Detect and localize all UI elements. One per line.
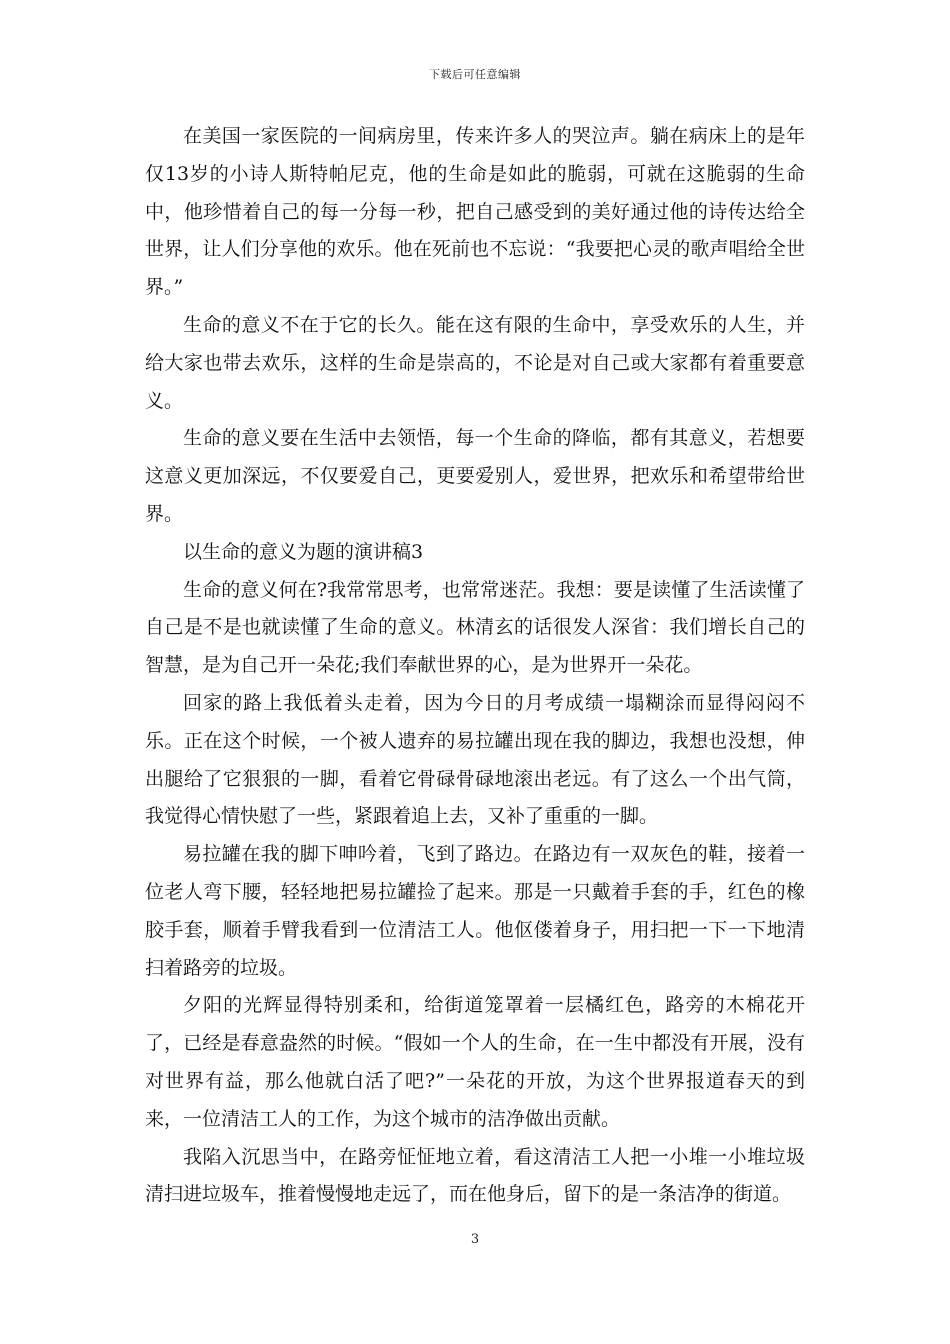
paragraph: 生命的意义不在于它的长久。能在这有限的生命中，享受欢乐的人生，并给大家也带去欢乐，这样的生命是崇高的，不论是对自己或大家都有着重要意义。 xyxy=(145,313,805,412)
paragraph: 夕阳的光辉显得特别柔和，给街道笼罩着一层橘红色，路旁的木棉花开了，已经是春意盎然的时候。“假如一个人的生命，在一生中都没有开展，没有对世界有益，那么他就白活了吧?”一朵花的开放，为这个世界报道春天的到来，一位清洁工人的工作，为这个城市的洁净做出贡献。 xyxy=(145,994,805,1130)
paragraph: 易拉罐在我的脚下呻吟着，飞到了路边。在路边有一双灰色的鞋，接着一位老人弯下腰，轻轻地把易拉罐捡了起来。那是一只戴着手套的手，红色的橡胶手套，顺着手臂我看到一位清洁工人。他伛偻着身子，用扫把一下一下地清扫着路旁的垃圾。 xyxy=(145,843,805,979)
paragraph: 我陷入沉思当中，在路旁怔怔地立着，看这清洁工人把一小堆一小堆垃圾清扫进垃圾车，推着慢慢地走远了，而在他身后，留下的是一条洁净的街道。 xyxy=(145,1145,805,1206)
paragraph: 生命的意义何在?我常常思考，也常常迷茫。我想：要是读懂了生活读懂了自己是不是也就读懂了生命的意义。林清玄的话很发人深省：我们增长自己的智慧，是为自己开一朵花;我们奉献世界的心，是为世界开一朵花。 xyxy=(145,578,805,677)
document-body xyxy=(145,118,805,1214)
paragraph: 生命的意义要在生活中去领悟，每一个生命的降临，都有其意义，若想要这意义更加深远，不仅要爱自己，更要爱别人，爱世界，把欢乐和希望带给世界。 xyxy=(145,427,805,525)
paragraph: 在美国一家医院的一间病房里，传来许多人的哭泣声。躺在病床上的是年仅13岁的小诗人斯特帕尼克，他的生命是如此的脆弱，可就在这脆弱的生命中，他珍惜着自己的每一分每一秒，把自己感受到的美好通过他的诗传达给全世界，让人们分享他的欢乐。他在死前也不忘说：“我要把心灵的歌声唱给全世界。” xyxy=(145,125,805,299)
paragraph: 回家的路上我低着头走着，因为今日的月考成绩一塌糊涂而显得闷闷不乐。正在这个时候，一个被人遗弃的易拉罐出现在我的脚边，我想也没想，伸出腿给了它狠狠的一脚，看着它骨碌骨碌地滚出老远。有了这么一个出气筒，我觉得心情快慰了一些，紧跟着追上去，又补了重重的一脚。 xyxy=(145,691,805,828)
page-header: 下载后可任意编辑 xyxy=(429,68,521,81)
page-number: 3 xyxy=(470,1232,480,1247)
section-heading: 以生命的意义为题的演讲稿3 xyxy=(183,540,424,563)
